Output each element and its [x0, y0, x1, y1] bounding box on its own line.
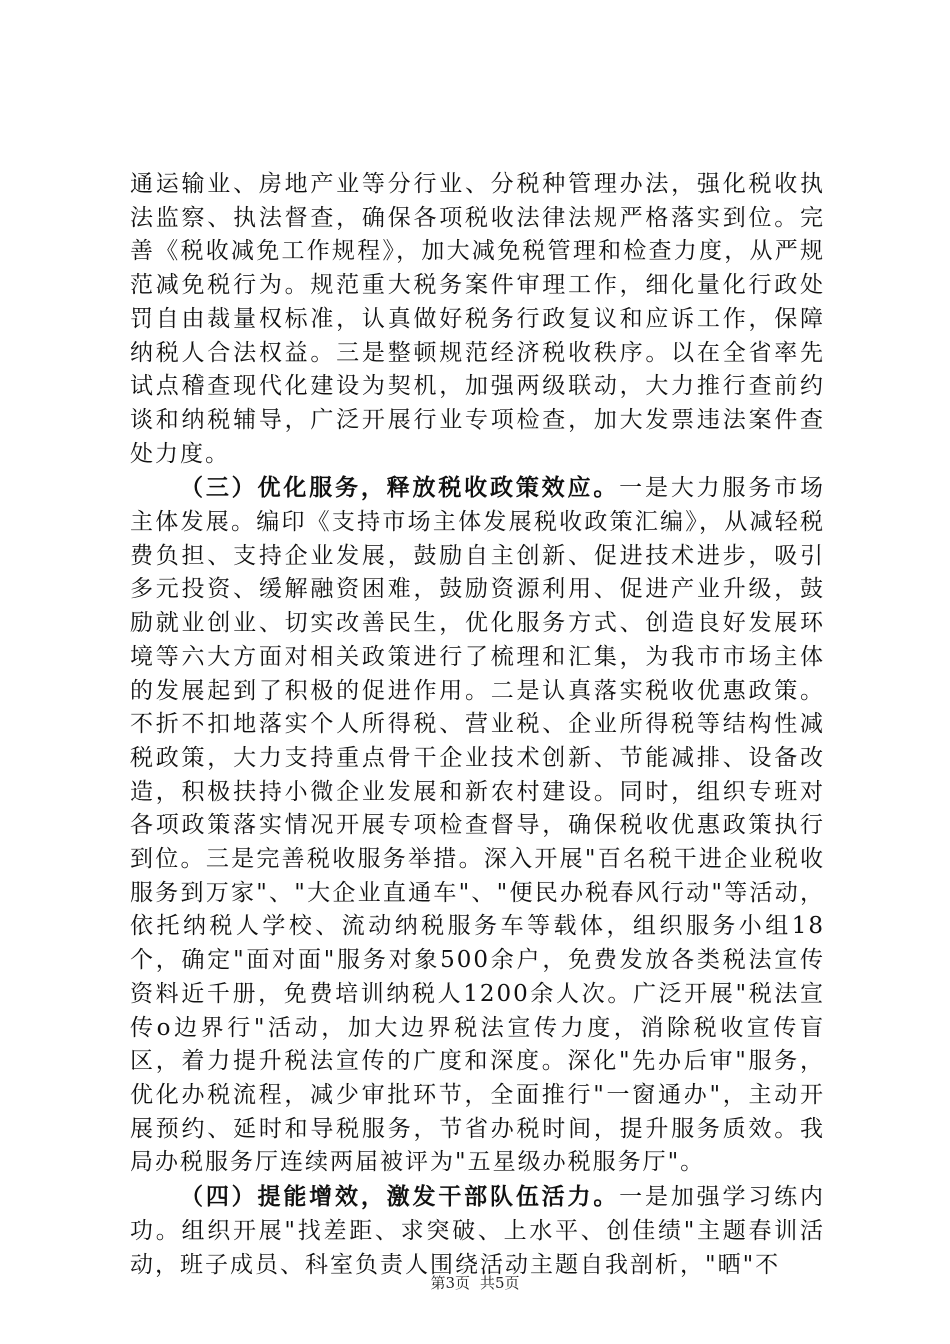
- section-3-paragraph: [130, 471, 825, 1180]
- section-4-body: 一是加强学习练内功。组织开展"找差距、求突破、上水平、创佳绩"主题春训活动，班子成员、科室负责人围绕活动主题自我剖析，"晒"不: [130, 1184, 826, 1278]
- section-3-body: 一是大力服务市场主体发展。编印《支持市场主体发展税收政策汇编》，从减轻税费负担、支持企业发展，鼓励自主创新、促进技术进步，吸引多元投资、缓解融资困难，鼓励资源利用、促进产业升级，鼓励就业创业、切实改善民生，优化服务方式、创造良好发展环境等六大方面对相关政策进行了梳理和汇集，为我市市场主体的发展起到了积极的促进作用。二是认真落实税收优惠政策。不折不扣地落实个人所得税、营业税、企业所得税等结构性减税政策，大力支持重点骨干企业技术创新、节能减排、设备改造，积极扶持小微企业发展和新农村建设。同时，组织专班对各项政策落实情况开展专项检查督导，确保税收优惠政策执行到位。三是完善税收服务举措。深入开展"百名税干进企业税收服务到万家"、"大企业直通车"、"便民办税春风行动"等活动，依托纳税人学校、流动纳税服务车等载体，组织服务小组18个，确定"面对面"服务对象500余户，免费发放各类税法宣传资料近千册，免费培训纳税人1200余人次。广泛开展"税法宣传o边界行"活动，加大边界税法宣传力度，消除税收宣传盲区，着力提升税法宣传的广度和深度。深化"先办后审"服务，优化办税流程，减少审批环节，全面推行"一窗通办"，主动开展预约、延时和导税服务，节省办税时间，提升服务质效。我局办税服务厅连续两届被评为"五星级办税服务厅"。: [130, 475, 826, 1176]
- section-3-heading: （三）优化服务，释放税收政策效应。: [180, 474, 620, 502]
- section-4-paragraph: [130, 1180, 825, 1282]
- page-total: 共5页: [480, 1274, 520, 1292]
- page-number: 第3页: [430, 1274, 470, 1292]
- paragraph-continued: 通运输业、房地产业等分行业、分税种管理办法，强化税收执法监察、执法督查，确保各项税收法律法规严格落实到位。完善《税收减免工作规程》，加大减免税管理和检查力度，从严规范减免税行为。规范重大税务案件审理工作，细化量化行政处罚自由裁量权标准，认真做好税务行政复议和应诉工作，保障纳税人合法权益。三是整顿规范经济税收秩序。以在全省率先试点稽查现代化建设为契机，加强两级联动，大力推行查前约谈和纳税辅导，广泛开展行业专项检查，加大发票违法案件查处力度。: [130, 171, 825, 467]
- document-body: [130, 168, 825, 1282]
- page-footer: [0, 1272, 950, 1293]
- section-4-heading: （四）提能增效，激发干部队伍活力。: [180, 1183, 620, 1211]
